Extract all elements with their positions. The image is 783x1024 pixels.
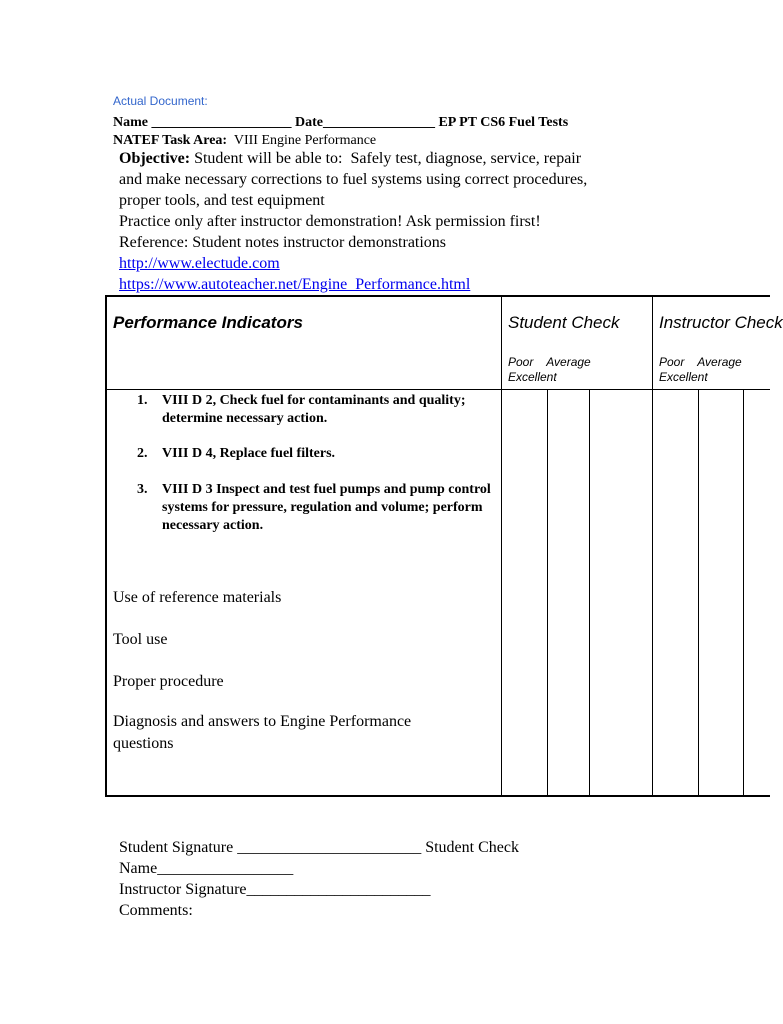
task-item — [137, 481, 507, 541]
electude-link[interactable]: http://www.electude.com — [119, 255, 280, 272]
rating-scale-line-2: Excellent — [659, 370, 708, 384]
autoteacher-link[interactable]: https://www.autoteacher.net/Engine_Performance.html — [119, 276, 471, 293]
objective-line-2: and make necessary corrections to fuel systems using correct procedures, — [119, 171, 588, 188]
criterion-reference-materials: Use of reference materials — [113, 589, 282, 606]
name-line: Name_________________ — [119, 860, 294, 877]
objective-line-3: proper tools, and test equipment — [119, 192, 325, 209]
rating-scale-line-2: Excellent — [508, 370, 557, 384]
task-text: VIII D 3 Inspect and test fuel pumps and pump control systems for pressure, regulation and volume; perform necessary action. — [162, 482, 491, 533]
name-date-title-line: Name ____________________ Date________________ EP PT CS6 Fuel Tests — [113, 115, 569, 130]
objective-text-1: Student will be able to: Safely test, diagnose, service, repair — [190, 150, 582, 167]
autoteacher-link-line — [119, 276, 470, 294]
instructor-signature-line: Instructor Signature_______________________ — [119, 881, 431, 898]
student-rating-scale — [508, 355, 591, 385]
task-text: VIII D 2, Check fuel for contaminants and quality; determine necessary action. — [162, 393, 466, 426]
task-item — [137, 445, 507, 465]
performance-indicators-header: Performance Indicators — [113, 313, 303, 332]
task-area-value: VIII Engine Performance — [233, 133, 377, 148]
rating-scale-line-1: Poor Average — [508, 355, 591, 369]
task-text: VIII D 4, Replace fuel filters. — [162, 446, 336, 461]
criterion-diagnosis-line-1: Diagnosis and answers to Engine Performance — [113, 713, 412, 730]
task-number: 1. — [137, 393, 148, 408]
task-area-label: NATEF Task Area: — [113, 133, 228, 148]
electude-link-line — [119, 255, 280, 273]
task-number: 3. — [137, 482, 148, 497]
task-area-line — [113, 133, 376, 149]
task-number: 2. — [137, 446, 148, 461]
instructor-rating-scale — [659, 355, 742, 385]
instructor-check-header: Instructor Check — [659, 313, 783, 332]
criterion-diagnosis-line-2: questions — [113, 735, 174, 752]
practice-note: Practice only after instructor demonstration! Ask permission first! — [119, 213, 541, 230]
student-check-header: Student Check — [508, 313, 620, 332]
objective-line-1 — [119, 150, 581, 168]
criterion-proper-procedure: Proper procedure — [113, 673, 224, 690]
rating-scale-line-1: Poor Average — [659, 355, 742, 369]
task-item — [137, 392, 507, 432]
objective-label: Objective: — [119, 150, 191, 167]
student-signature-line: Student Signature _______________________ Student Check — [119, 839, 519, 856]
criterion-tool-use: Tool use — [113, 631, 168, 648]
actual-document-label: Actual Document: — [113, 94, 208, 108]
comments-label: Comments: — [119, 902, 193, 919]
reference-line: Reference: Student notes instructor demonstrations — [119, 234, 447, 251]
